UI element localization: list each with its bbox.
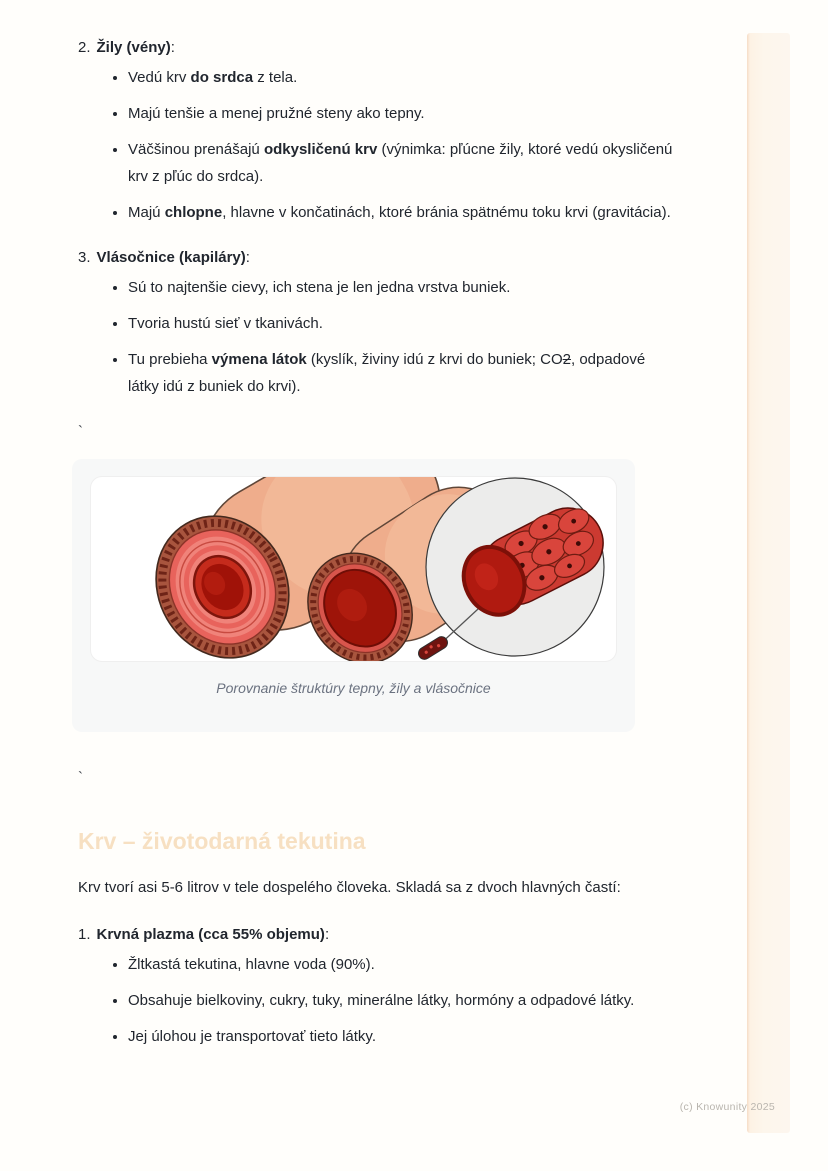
list-item: • Tvoria hustú sieť v tkanivách. [128, 310, 674, 337]
section-title-text: Žily (vény) [96, 39, 171, 56]
figure-caption: Porovnanie štruktúry tepny, žily a vlásočnice [216, 680, 491, 696]
section-number: 3. [78, 249, 91, 266]
list-item: • Jej úlohou je transportovať tieto látky. [128, 1023, 674, 1050]
copyright-footer: (c) Knowunity 2025 [679, 1101, 775, 1113]
list-item: • Väčšinou prenášajú odkysličenú krv (výnimka: pľúcne žily, ktoré vedú okysličenú krv z pľúc do srdca). [128, 136, 674, 190]
tiny-capillary [416, 634, 449, 661]
list-item: • Žltkastá tekutina, hlavne voda (90%). [128, 951, 674, 978]
section-title-text: Vlásočnice (kapiláry) [96, 249, 246, 266]
page-edge-stripe [747, 33, 790, 1133]
list-item: • Sú to najtenšie cievy, ich stena je len jedna vrstva buniek. [128, 274, 674, 301]
section-number: 1. [78, 926, 91, 943]
section-title-text: Krvná plazma (cca 55% objemu) [96, 926, 325, 943]
strikethrough-subscript: 2 [562, 351, 571, 368]
list-item: • Majú chlopne, hlavne v končatinách, ktoré brániа spätnému toku krvi (gravitácia). [128, 199, 674, 226]
blood-vessels-illustration [90, 476, 617, 662]
list-item: • Majú tenšie a menej pružné steny ako tepny. [128, 100, 674, 127]
figure-card [72, 459, 635, 732]
bullet-list-zily [78, 64, 674, 226]
section-title-plazma: 1. Krvná plazma (cca 55% objemu): [78, 921, 674, 948]
bullet-list-vlasocnice [78, 274, 674, 400]
document-content [78, 34, 674, 1068]
bullet-list-plazma [78, 951, 674, 1050]
blood-vessels-svg [91, 477, 617, 662]
list-item: • Tu prebieha výmena látok (kyslík, živiny idú z krvi do buniek; CO2, odpadové látky idú z buniek do krvi). [128, 346, 674, 400]
section-title-zily: 2. Žily (vény): [78, 34, 674, 61]
section-number: 2. [78, 39, 91, 56]
stray-backtick: ` [78, 769, 83, 786]
krv-section-heading: Krv – životodarná tekutina [78, 828, 366, 854]
list-item: • Obsahuje bielkoviny, cukry, tuky, minerálne látky, hormóny a odpadové látky. [128, 987, 674, 1014]
section-title-vlasocnice: 3. Vlásočnice (kapiláry): [78, 244, 674, 271]
krv-intro-paragraph: Krv tvorí asi 5-6 litrov v tele dospelého človeka. Skladá sa z dvoch hlavných častí: [78, 879, 621, 896]
stray-backtick: ` [78, 423, 83, 440]
list-item: • Vedú krv do srdca z tela. [128, 64, 674, 91]
